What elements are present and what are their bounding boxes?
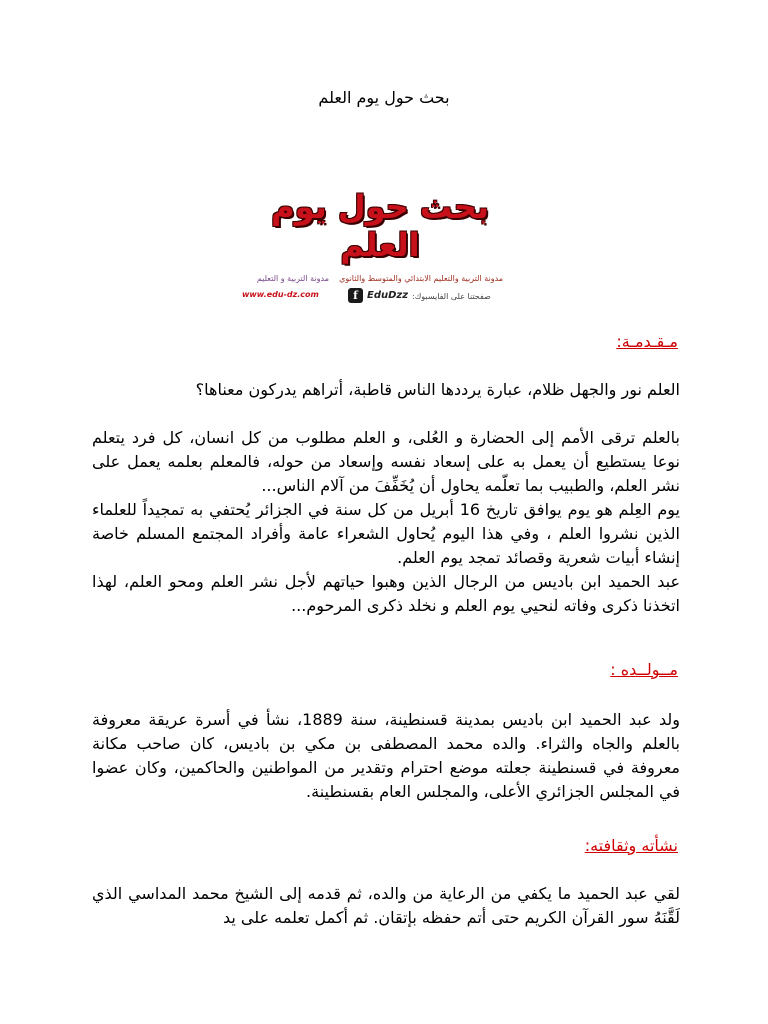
facebook-caption: صفحتنا على الفايسبوك: [412, 292, 491, 301]
intro-paragraph-2: يوم العِلم هو يوم يوافق تاريخ 16 أبريل من كل سنة في الجزائر يُحتفي به تمجيداً للعلماء الذين نشروا العلم ، وفي هذا اليوم يُحاول الشعراء عامة وأفراد المجتمع المسلم خاصة إنشاء أبيات شعرية وقصائد تمجد يوم العلم. [92, 500, 680, 567]
upbringing-paragraph: لقي عبد الحميد ما يكفي من الرعاية من والده، ثم قدمه إلى الشيخ محمد المداسي الذي لَقَّنَهُ سور القرآن الكريم حتى أتم حفظه بإتقان. ثم أكمل تعلمه على يد [92, 884, 680, 927]
banner-website: www.edu-dz.com [242, 290, 319, 299]
birth-paragraph: ولد عبد الحميد ابن باديس بمدينة قسنطينة، سنة 1889، نشأ في أسرة عريقة معروفة بالعلم والجاه والثراء. والده محمد المصطفى بن مكي بن باديس، كان صاحب مكانة معروفة في قسنطينة جعلته موضع احترام وتقدير من المواطنين والحاكمين، وكان عضوا في المجلس الجزائري الأعلى، والمجلس العام بقسنطينة. [92, 710, 680, 801]
intro-paragraph-1: بالعلم ترقى الأمم إلى الحضارة و العُلى، و العلم مطلوب من كل انسان، كل فرد يتعلم نوعا يستطيع أن يعمل به على إسعاد نفسه وإسعاد من حوله، فالمعلم بعلمه يعمل على نشر العلم، والطبيب بما تعلّمه يحاول أن يُخَفِّفَ من آلام الناس... [92, 428, 680, 495]
intro-section [92, 378, 680, 618]
upbringing-section [92, 882, 680, 930]
intro-heading: مـقـدمـة: [616, 332, 678, 351]
facebook-icon: f [348, 288, 363, 303]
birth-heading: مــولــده : [610, 660, 678, 679]
banner-facebook [348, 288, 408, 303]
banner-blog-right: مدونة التربية والتعليم الابتدائي والمتوسط والثانوي [339, 274, 504, 283]
document-title: بحث حول يوم العلم [318, 88, 450, 107]
intro-paragraph-3: عبد الحميد ابن باديس من الرجال الذين وهبوا حياتهم لأجل نشر العلم ومحو العلم، لهذا اتخذنا ذكرى وفاته لنحيي يوم العلم و نخلد ذكرى المرحوم... [92, 572, 680, 615]
intro-lead: العلم نور والجهل ظلام، عبارة يرددها الناس قاطبة، أتراهم يدركون معناها؟ [195, 380, 680, 399]
birth-section [92, 708, 680, 804]
banner-blog-left: مدونة التربية و التعليم [256, 274, 329, 283]
title-banner-image [232, 150, 528, 320]
banner-blog-line [232, 274, 528, 283]
facebook-brand: EduDzz [367, 290, 409, 301]
upbringing-heading: نشأته وثقافته: [584, 836, 678, 855]
banner-title: بحث حول يوم العلم [271, 188, 489, 264]
